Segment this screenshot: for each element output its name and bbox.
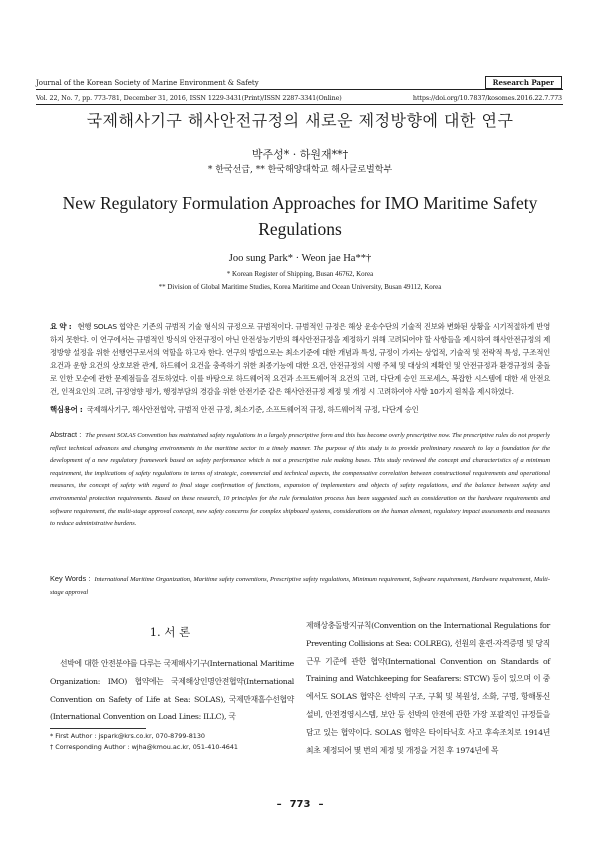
abstract-english-text: The present SOLAS Convention has maintained safety regulations in a largely prescriptive form and this has become overly prescriptive now. The prescriptive rules do not properly reflect technical advances and changing environments in the maritime sector in a timely manner. The purpose of this study is to provide preliminary research to lay a foundation for the development of a new regulatory framework based on safety performance which is not a prescriptive rule making bases. This study reviewed the concept and characteristics of a minimum requirement, the implications of safety regulations in terms of strategic, commercial and technical aspects, the compensative correlation between constructional requirements and operational measures, the concept of safety with regard to final stage confirmation of functions, expansion of implementers and objects of safety regulations, and the balance between safety and environmental protection requirements. Based on these research, 10 principles for the rule formulation process has been suggested such as consideration on the hardware requirements and software requirement, the multi-stage approval concept, new safety concerns for complex shipboard systems, considerations on the human element, regulatory impact assessments and measures to reduce administrative burdens. bbox=[50, 432, 551, 528]
title-english: New Regulatory Formulation Approaches for IMO Maritime Safety Regulations bbox=[62, 193, 538, 239]
abstract-korean-label: 요 약 : bbox=[50, 322, 72, 331]
keywords-korean-label: 핵심용어 : bbox=[50, 405, 83, 414]
authors-english: Joo sung Park* · Weon jae Ha**† bbox=[228, 253, 372, 264]
title-korean: 국제해사기구 해사안전규정의 새로운 제정방향에 대한 연구 bbox=[86, 111, 514, 130]
keywords-korean bbox=[50, 404, 550, 415]
affiliation-english-2: ** Division of Global Maritime Studies, Korea Maritime and Ocean University, Busan 49112, Korea bbox=[158, 283, 442, 291]
page-number bbox=[0, 799, 600, 810]
article-type-badge: Research Paper bbox=[485, 76, 562, 89]
keywords-english-label: Key Words : bbox=[50, 574, 91, 583]
volume-info: Vol. 22, No. 7, pp. 773-781, December 31, 2016, ISSN 1229-3431(Print)/ISSN 2287-3341(Online) bbox=[36, 94, 342, 102]
footnote-first-author: * First Author : jspark@krs.co.kr, 070-8799-8130 bbox=[50, 732, 205, 740]
authors-korean: 박주성* · 하원재**† bbox=[251, 148, 349, 161]
keywords-korean-text: 국제해사기구, 해사안전협약, 규범적 안전 규정, 최소기준, 소프트웨어적 규정, 하드웨어적 규정, 다단계 승인 bbox=[86, 405, 419, 414]
journal-name: Journal of the Korean Society of Marine Environment & Safety bbox=[36, 79, 259, 87]
abstract-english bbox=[50, 429, 550, 531]
page-number-dash-left: – bbox=[276, 799, 282, 810]
affiliation-english-1: * Korean Register of Shipping, Busan 46762, Korea bbox=[226, 270, 374, 278]
footnote-divider bbox=[50, 728, 146, 729]
body-text-left-column: 선박에 대한 안전분야를 다루는 국제해사기구(International Maritime Organization: IMO) 협약에는 국제해상인명안전협약(International Convention on Safety of Life at Sea: SOLAS), 국제만재흘수선협약(International Convention on Load Lines: ILLC), 국 bbox=[50, 659, 294, 722]
keywords-english bbox=[50, 573, 550, 599]
doi-link[interactable]: https://doi.org/10.7837/kosomes.2016.22.7.773 bbox=[412, 94, 562, 102]
abstract-korean bbox=[50, 321, 550, 398]
abstract-english-label: Abstract : bbox=[50, 430, 82, 439]
affiliation-korean: * 한국선급, ** 한국해양대학교 해사글로벌학부 bbox=[207, 165, 393, 175]
header-rule-top bbox=[36, 89, 563, 90]
footnote-corresponding-author: † Corresponding Author : wjha@kmou.ac.kr, 051-410-4641 bbox=[50, 743, 238, 751]
keywords-english-text: International Maritime Organization, Maritime safety conventions, Prescriptive safety regulations, Minimum requirement, Software requirement, Hardware requirement, Multi-stage approval bbox=[50, 576, 550, 596]
section-heading-introduction: 1. 서 론 bbox=[149, 625, 191, 639]
abstract-korean-text: 현행 SOLAS 협약은 기존의 규범적 기술 형식의 규정으로 규범적이다. 규범적인 규정은 해상 운송수단의 기술적 진보와 변화된 상황을 시기적절하게 반영하지 못한다. 이 연구에서는 규범적인 방식의 안전규정이 아닌 안전성능기반의 해사안전규정을 제정하기 위해 고려되어야 할 사항들을 제시하여 해사안전규정의 제정방향 설정을 위한 선행연구로서의 역할을 하고자 한다. 연구의 방법으로는 최소기준에 대한 개념과 특성, 규정이 가져는 상업적, 기술적 및 전략적 특성, 구조적인 요건과 운항 요건의 상호보완 관계, 하드웨어 요건을 충족하기 위한 최종기능에 대한 요건, 안전규정의 시행 주체 및 대상의 제확인 및 안전규정과 환경규정의 충돌로 인한 모순에 관한 문제점들을 검토하였다. 이를 바탕으로 하드웨어적 요건과 소프트웨어적 요건의 고려, 다단계 승인 프로세스, 복잡한 시스템에 대한 새 안전요건, 인적요인의 고려, 규정영향 평가, 행정부담의 경감을 위한 안전기준 같은 해사안전규정 제정 및 개정 시 고려하여야 사항 10가지 원칙을 제시하였다. bbox=[50, 322, 550, 396]
page-number-dash-right: – bbox=[318, 799, 324, 810]
body-text-right-column: 제해상충돌방지규칙(Convention on the International Regulations for Preventing Collisions at Sea: COLREG), 선원의 훈련·자격증명 및 당직근무 기준에 관한 협약(International Convention on Standards of Training and Watchkeeping for Seafarers: STCW) 등이 있으며 이 중에서도 SOLAS 협약은 선박의 구조, 구획 및 복원성, 소화, 구명, 항해통신 설비, 안전경영시스템, 보안 등 선박의 안전에 관한 가장 포괄적인 규정들을 담고 있는 협약이다. SOLAS 협약은 타이타닉호 사고 후속조치로 1914년 최초 제정되어 몇 번의 제정 및 개정을 거친 후 1974년에 목 bbox=[306, 621, 550, 755]
header-rule-bottom bbox=[36, 104, 563, 105]
page-number-value: 773 bbox=[289, 799, 311, 810]
